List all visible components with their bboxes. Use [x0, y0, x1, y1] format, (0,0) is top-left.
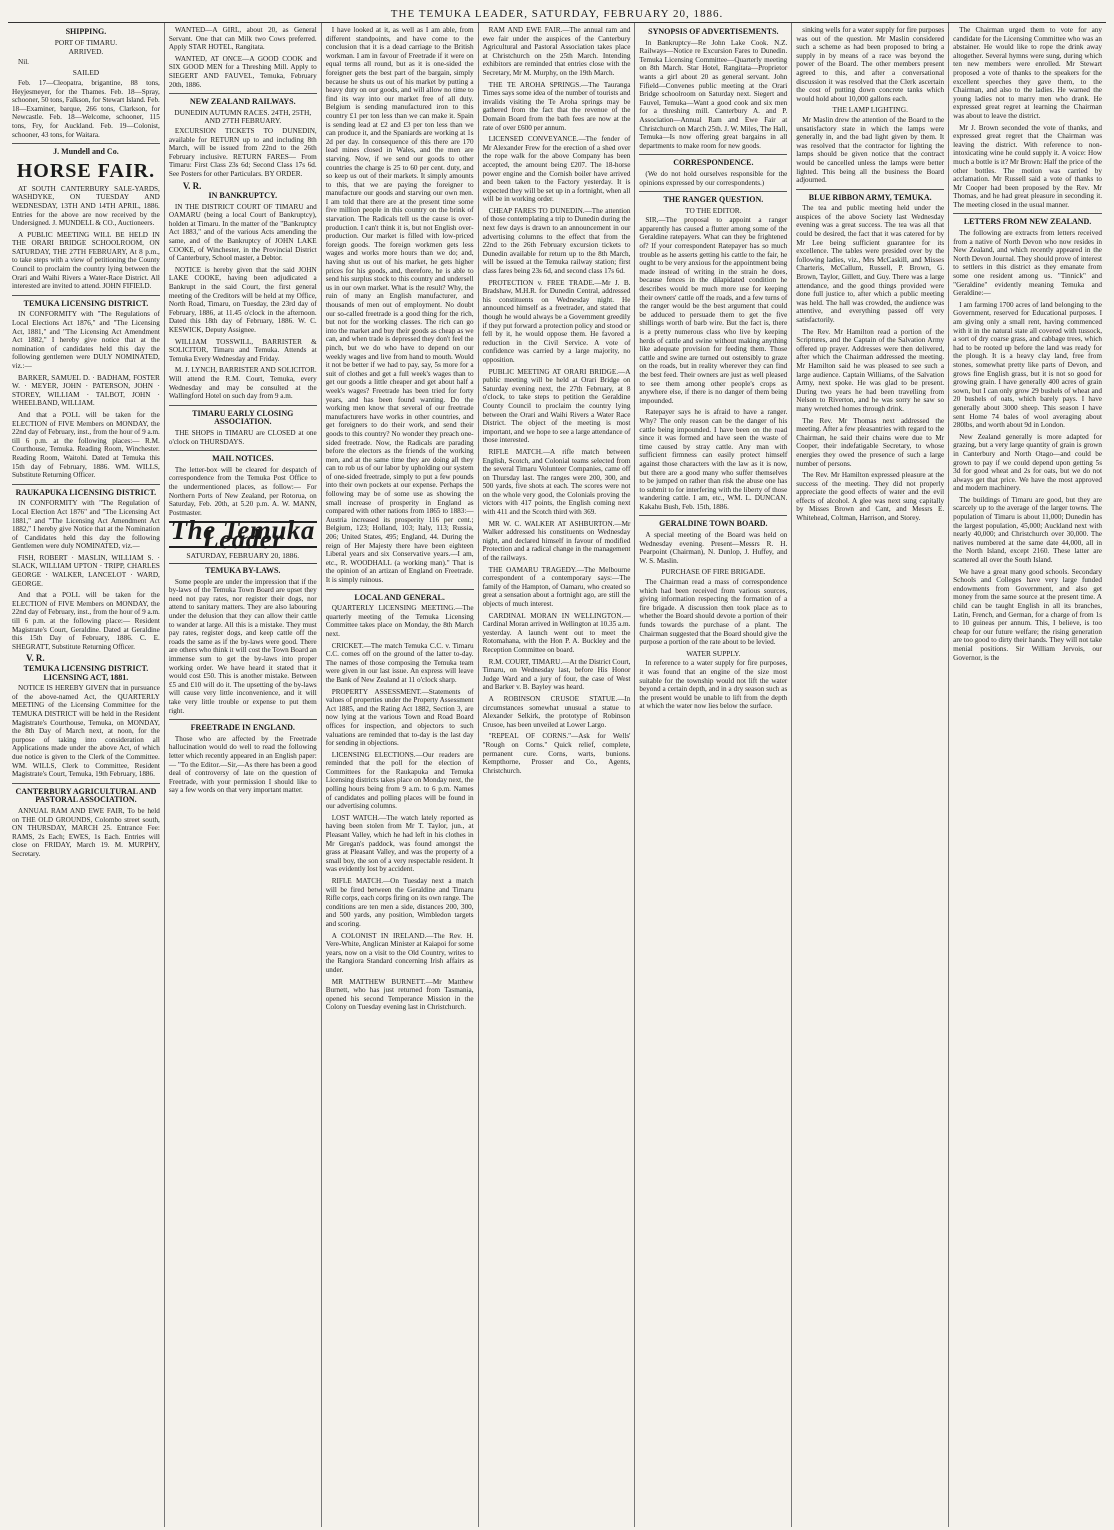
paragraph: CARDINAL MORAN IN WELLINGTON.—Cardinal Moran arrived in Wellington at 10.35 a.m. yesterday. A launch went out to meet the Rotomahana, with the Hon P. A. Buckley and the Reception Committee on board. — [482, 611, 631, 654]
column-3 — [322, 23, 479, 1527]
paragraph: A ROBINSON CRUSOE STATUE.—In circumstances somewhat unusual a statue to Alexander Selkirk, the prototype of Robinson Crusoe, has been unveiled at Lower Largo. — [482, 694, 631, 729]
paragraph: The Chairman read a mass of correspondence which had been received from various sources, giving information respecting the formation of a fire brigade. A discussion then took place as to whether the Board should devote a portion of their funds towards the purchase of a plant. The Chairman suggested that the Board should give the purpose a portion of the rate about to be levied. — [639, 578, 788, 647]
divider — [639, 515, 787, 516]
subheading: PORT OF TIMARU. — [54, 37, 118, 47]
section-heading: CANTERBURY AGRICULTURAL AND PASTORAL ASSOCIATION. — [15, 786, 157, 805]
paragraph: EXCURSION TICKETS TO DUNEDIN, available for RETURN up to and including 8th March, will be issued from 22nd to the 26th February inclusive. RETURN FARES— From Timaru: First Class 23s 6d; Second Class 17s 6d. See Posters for other Particulars. BY ORDER. — [168, 126, 317, 178]
page-header: THE TEMUKA LEADER, SATURDAY, FEBRUARY 20, 1886. — [8, 6, 1106, 23]
column-1 — [8, 23, 165, 1527]
paragraph: CRICKET.—The match Temuka C.C. v. Timaru C.C. comes off on the ground of the latter to-day. The names of those composing the Temuka team were given in our last issue. An express will leave the Bank of New Zealand at 11 o'clock sharp. — [325, 641, 474, 684]
divider — [639, 154, 787, 155]
paragraph: (We do not hold ourselves responsible for the opinions expressed by our correspondents.) — [639, 169, 788, 187]
paragraph: The following are extracts from letters received from a native of North Devon who now resides in New Zealand, and which recently appeared in the North Devon Journal. They should prove of interest to settlers in this district as they emanate from some one resident among us. "Tinnick" and "Geraldine" evidently meaning Temuka and Geraldine:— — [953, 229, 1102, 298]
paragraph: "REPEAL OF CORNS."—Ask for Wells' "Rough on Corns." Quick relief, complete, permanent cure. Corns, warts, bunions. Kempthorne, Prosser and Co., Agents, Christchurch. — [482, 732, 631, 775]
divider — [639, 191, 787, 192]
section-heading: TEMUKA BY-LAWS. — [205, 566, 281, 576]
paragraph: Mr J. Brown seconded the vote of thanks, and expressed great regret that the Chairman was leaving the district. With reference to non-intoxicating wine he could supply it. A voice: How much a bottle is it? Mr Brown: Half the price of the other bottles. The motion was carried by acclamation. Mr Russell said a vote of thanks to Mr Cooper had been proposed by the Rev. Mr Thomas, and he had great pleasure in seconding it. The meeting closed in the usual manner. — [953, 123, 1102, 209]
paragraph: FISH, ROBERT · MASLIN, WILLIAM S. · SLACK, WILLIAM UPTON · TRIPP, CHARLES GEORGE · WALKER, LANCELOT · WARD, GEORGE. — [12, 553, 160, 588]
paragraph: M. J. LYNCH, BARRISTER AND SOLICITOR. Will attend the R.M. Court, Temuka, every Wednesday and may be consulted at the Wallingford Hotel on such day from 9 a.m. — [168, 366, 317, 401]
column-2 — [165, 23, 322, 1527]
paragraph: The Rev. Mr Hamilton read a portion of the Scriptures, and the Captain of the Salvation Army offered up prayer. Addresses were then delivered, after which the Chairman addressed the meeting. Mr Hamilton said he was pleased to see such a large audience. Captain Williams, of the Salvation Army, next spoke. He was glad to be present. During two years he had been travelling from Nelson to Riverton, and he was sorry he saw so many wretched homes through drink. — [796, 327, 945, 413]
paragraph: ANNUAL RAM AND EWE FAIR, To be held on THE OLD GROUNDS, Colombo street south, ON THURSDAY, MARCH 25. Entrance Fee: RAMS, 2s Each; EWES, 1s Each. Entries will close on FRIDAY, March 19. M. MURPHY, Secretary. — [12, 806, 160, 858]
divider — [953, 213, 1102, 214]
section-heading: THE RANGER QUESTION. — [663, 195, 764, 205]
divider — [169, 405, 317, 406]
section-heading: BLUE RIBBON ARMY, TEMUKA. — [808, 192, 932, 202]
paragraph: NOTICE is hereby given that the said JOHN LAKE COOKE, having been adjudicated a Bankrupt in the said Court, the first general meeting of the Creditors will be held at my Office, North Road, Timaru, on Tuesday, the 23rd day of February, 1886, at 11.45 o'clock in the afternoon. Dated this 18th day of February, 1886. W. C. KESWICK, Deputy Assignee. — [168, 265, 317, 334]
paragraph: R.M. COURT, TIMARU.—At the District Court, Timaru, on Wednesday last, before His Honor Judge Ward and a jury of four, the case of West and Barker v. B. Bayley was heard. — [482, 657, 631, 692]
paragraph: AT SOUTH CANTERBURY SALE-YARDS, WASHDYKE, ON TUESDAY AND WEDNESDAY, 13TH AND 14TH APRIL, 1886. Entries for the above are now received by the Undersigned. J. MUNDELL & CO., Auctioneers. — [12, 184, 160, 228]
section-heading: TEMUKA LICENSING DISTRICT. — [23, 298, 149, 308]
paragraph: PROPERTY ASSESSMENT.—Statements of values of properties under the Property Assessment Act 1885, and the Rating Act 1882, Section 3, are now lying at the various Town and Road Board offices for inspection, and objectors to such valuations are reminded that to-day is the last day for sending in objections. — [325, 687, 474, 748]
paragraph: sinking wells for a water supply for fire purposes was out of the question. Mr Maslin considered such a scheme as had been proposed to bring a supply in by means of a race was beyond the power of the Board. The other members present agreed to this, and after a conversational discussion it was resolved that the Clerk ascertain the cost of putting down concrete tanks which would hold about 10,000 gallons each. — [796, 26, 945, 103]
subheading: DUNEDIN AUTUMN RACES. 24TH, 25TH, AND 27TH FEBRUARY. — [174, 107, 312, 126]
subheading: SAILED — [72, 68, 100, 78]
display-heading: HORSE FAIR. — [16, 159, 156, 182]
section-heading: LOCAL AND GENERAL. — [354, 592, 445, 602]
paragraph: The Rev. Mr Thomas next addressed the meeting. After a few pleasantries with regard to the Chairman, he said their chains were due to Mr Cooper, their indefatigable Secretary, to whose energies they owed the presence of such a large number of persons. — [796, 416, 945, 468]
paragraph: The buildings of Timaru are good, but they are scarcely up to the average of the larger towns. The population of Timaru is about 11,000; Dunedin has the largest population, 45,000; Auckland next with nearly 40,000; and Christchurch over 30,000. The natives numbered at the same date 44,000, all in the North Island, except 2160. These latter are scattered all over the South Island. — [953, 495, 1102, 565]
paragraph: In reference to a water supply for fire purposes, it was found that an engine of the size most suitable for the township would not lift the water beyond a certain depth, and in a dry season such as the present would be unable to lift from the depth at which the water now lies below the surface. — [639, 659, 788, 711]
section-heading: TEMUKA LICENSING DISTRICT. LICENSING ACT, 1881. — [23, 664, 149, 682]
paragraph: A COLONIST IN IRELAND.—The Rev. H. Vere-White, Anglican Minister at Kaiapoi for some years, now on a visit to the Old Country, writes to the Rangiora Standard concerning Irish affairs as under. — [325, 931, 474, 974]
paragraph: IN CONFORMITY with "The Regulations of Local Elections Act 1876," and "The Licensing Act, 1881," and "The Licensing Act Amendment Act 1882," I hereby give notice that at the nomination of candidates held this day the following gentlemen were DULY NOMINATED, viz.:— — [12, 310, 160, 370]
section-heading: J. Mundell and Co. — [53, 147, 119, 157]
paragraph: PUBLIC MEETING AT ORARI BRIDGE.—A public meeting will be held at Orari Bridge on Saturday evening next, the 27th February, at 8 o'clock, to take steps to petition the Geraldine County Council to proclaim the country lying between the Orari and Waihi Rivers a Water Race District. The object of the meeting is most important, and we hope to see a large attendance of those interested. — [482, 367, 631, 445]
paragraph: The letter-box will be cleared for despatch of correspondence from the Temuka Post Office to the undermentioned places, as follow:— For Northern Ports of New Zealand, per Rotorua, on Saturday, Feb. 20th, at 5.20 p.m. A. W. MANN, Postmaster. — [168, 465, 317, 517]
paragraph: Feb. 17—Cleopatra, brigantine, 88 tons, Heyjesmeyer, for the Thames. Feb. 18—Spray, schooner, 50 tons, Falkson, for Stewart Island. Feb. 18—Examiner, barque, 266 tons, Clarkson, for Newcastle. Feb. 18—Welcome, schooner, 115 tons, Fry, for Auckland. Feb. 19—Colonist, schooner, 43 tons, for Waitara. — [12, 78, 160, 139]
divider — [169, 450, 317, 451]
column-7 — [949, 23, 1106, 1527]
paragraph: THE OAMARU TRAGEDY.—The Melbourne correspondent of a contemporary says:—The family of the Hampton, of Oamaru, who created so great a sensation about a fortnight ago, are still the objects of much interest. — [482, 565, 631, 608]
paragraph: IN CONFORMITY with "The Regulation of Local Election Act 1876" and "The Licensing Act 1881," and "The Licensing Act Amendment Act 1882," I hereby give Notice that at the Nomination of Candidates held this day the following Gentlemen were duly NOMINATED, viz.— — [12, 499, 160, 551]
paragraph: A PUBLIC MEETING WILL BE HELD IN THE ORARI BRIDGE SCHOOLROOM, ON SATURDAY, THE 27TH FEBRUARY, At 8 p.m., to take steps with a view of petitioning the County Council to proclaim the country lying between the Orari and Waihi Rivers a Water-Race District. All interested are invited to attend. JOHN FIFIELD. — [12, 230, 160, 291]
paragraph: LICENSED CONVEYANCE.—The fender of Mr Alexander Frew for the erection of a shed over the rope walk for the above Company has been accepted, the amount being £207. The 18-horse power engine and the Cornish boiler have arrived and been taken to the Factory yesterday. It is expected they will be set up in a fortnight, when all will be in working order. — [482, 135, 631, 204]
paragraph: And that a POLL will be taken for the ELECTION of FIVE Members on MONDAY, the 22nd day of February, inst., from the hour of 9 a.m. till 6 p.m. at the following places:— R.M. Courthouse, Temuka. Reading Room, Winchester. Reading Room, Waitohi. Dated at Temuka this 15th day of February, 1886. WM. WILLS, Substitute Returning Officer. — [12, 410, 160, 480]
section-heading: IN BANKRUPTCY. — [208, 191, 278, 201]
column-6 — [792, 23, 949, 1527]
paragraph: WANTED—A GIRL, about 20, as General Servant. One that can Milk two Cows preferred. Apply STAR HOTEL, Rangitata. — [168, 26, 317, 52]
paragraph: A special meeting of the Board was held on Wednesday evening. Present—Messrs R. H. Pearpoint (Chairman), N. Dunlop, J. Huffey, and W. S. Maslin. — [639, 531, 788, 565]
paragraph: In Bankruptcy—Re John Lake Cook. N.Z. Railways—Notice re Excursion Fares to Dunedin. Temuka Licensing Committee—Quarterly meeting on 8th March. Star Hotel, Rangitata—Proprietor wants a girl about 20 as general servant. John Fifield—Convenes public meeting at the Orari Bridge schoolroom on Saturday next. Siegert and Fauvel, Temuka—Want a good cook and six men for a threshing mill. Canterbury A. and P. Association—Annual Ram and Ewe Fair at Christchurch on March 25th. J. W. Miles, The Hall, Temuka—Is now offering great bargains in all departments to make room for new goods. — [639, 38, 788, 150]
section-heading: NEW ZEALAND RAILWAYS. — [189, 97, 296, 107]
subheading: ARRIVED. — [68, 47, 104, 57]
paragraph: MR MATTHEW BURNETT.—Mr Matthew Burnett, who has just returned from Tasmania, opened his second Temperance Mission in the Colony on Tuesday evening last in Christchurch. — [325, 977, 474, 1012]
divider — [12, 295, 160, 296]
paragraph: BARKER, SAMUEL D. · BADHAM, FOSTER W. · MEYER, JOHN · PATERSON, JOHN · STOREY, WILLIAM · TALBOT, JOHN · WHEELBAND, WILLIAM. — [12, 373, 160, 408]
divider — [12, 484, 160, 485]
paragraph: I am farming 1700 acres of land belonging to the Government, reserved for Educational purposes. I am giving only a small rent, having commenced with it in the natural state all covered with tussock, a sort of dry coarse grass, and cabbage trees, which had to be rooted up before the land was ready for the plough. It is a heavy clay land, free from stones, somewhat pretty like parts of Devon, and grows fine English grass, but it is not so good for growing grain. I have generally 400 acres of grain sown, but I can only grow 29 bushels of wheat and 20 bushels of oats, which barely pays. I have generally about 3000 sheep. This season I have sent Home 74 bales of wool averaging about 280lbs, and worth about 9d in London. — [953, 300, 1102, 430]
paragraph: Ratepayer says he is afraid to have a ranger. Why? The only reason can be the danger of his cattle being impounded. I have been on the road since it was formed and have seen the waste of time caused by stray cattle. Any man with sufficient firmness can easily protect himself against those characters with the law as it is now, but there are a good many who suffer themselves to be jumped on rather than risk the abuse one has to submit to for interfering with the liberty of those wandering cattle. I am, etc., WM. L. DUNCAN. Kakahu Bush, Feb. 15th, 1886. — [639, 408, 788, 511]
section-heading: LETTERS FROM NEW ZEALAND. — [963, 217, 1092, 227]
paragraph: PROTECTION v. FREE TRADE.—Mr J. B. Bradshaw, M.H.R. for Dunedin Central, addressed his constituents on Wednesday night. He announced himself as a freetrader, and stated that though he would always be a Government greedily if they put forward a protection policy and stood or fell by it, he would oppose them. He favored a reduction in the Civil Service. A vote of confidence was carried by a large majority, no opposition. — [482, 278, 631, 364]
paragraph: I have looked at it, as well as I am able, from different standpoints, and have come to the conclusion that it is a dead carriage to the British workman. I am in favour of Freetrade if it were on equal terms all round, but as it is one-sided the foreigner gets the best part of the bargain, simply because he shuts us out of his market by putting a heavy duty on our goods, and will allow no time to find its way into our market free of all duty. Belgium is sending manufactured iron to this country £1 per ton less than we can make it. Spain is sending lead at £2 and £3 per ton less than we can produce it, and the Spaniards are working at 1s 2d per day. In consequence of this there are 170 lead mines closed in Wales, and the men are starving. Now, if we send our goods to other countries the charge is 25 to 60 per cent. duty, and so keep us out of their markets. It simply amounts to this, that we are paying the foreigner to manufacture our goods and starving our own men. I am told that there are at the present time some five million people in this country on the brink of starvation. The Radicals tell us the cause is over-production. I can't think it is, but not English over-production. Our market is filled with low-priced foreign goods. The foreign workmen gets less wages and works more hours than we do; and, having shut us out of his market, he gets higher prices for his goods, and, therefore, he is able to send his surplus stock to this country and undersell us in our own market. What is the result? Why, the ruin of many an English manufacturer, and thousands of men out of employment. No doubt our so-called freetrade is a good thing for the rich, but not for the working classes. The rich can go into the market and buy their goods as cheap as we can, and when trade is depressed they don't feel the pinch, but we do who have to depend on our weekly wages and live from hand to mouth. Would it not be better if we had to pay, say, 5s more for a suit of clothes and get a full week's wages than to get our goods a little cheaper and get about half a week's wages? Freetrade has been tried for forty years, and has been found wanting. Do the working men know that several of our freetrade manufacturers have works in other countries, and get foreigners to do their work, and send their goods to this country? No wonder they preach one-sided freetrade. Now, the Radicals are parading before the electors as the friends of the working men, and at the same time they are doing all they can to rob us of our labor by upholding our system of one-sided freetrade, simply to put a few pounds into their own pockets at our expense. Perhaps the following may be of some use as showing the small increase of prosperity in England as compared with other nations from 1865 to 1883:—Austria increased its prosperity 116 per cent.; Belgium, 123; Holland, 103; Italy, 113; Russia, 206; United States, 495; England, 44. During the reign of Her Majesty there have been eighteen Liberal years and six Conservative years.—I am, etc., R. WOODHALL (a working man)." That is the opinion of an artizan of England on Freetrade. It is simply ruinous. — [325, 26, 474, 584]
section-heading: SHIPPING. — [65, 27, 107, 36]
paragraph: QUARTERLY LICENSING MEETING.—The quarterly meeting of the Temuka Licensing Committee takes place on Monday, the 8th March next. — [325, 604, 474, 638]
paragraph: LICENSING ELECTIONS.—Our readers are reminded that the poll for the election of Committees for the Raukapuka and Temuka Licensing districts takes place on Monday next, the polling hours being from 9 a.m. to 6 p.m. Names of candidates and polling places will be found in our advertising columns. — [325, 750, 474, 811]
paragraph: NOTICE IS HEREBY GIVEN that in pursuance of the above-named Act, the QUARTERLY MEETING of the Licensing Committee for the TEMUKA DISTRICT will be held in the Resident Magistrate's Courthouse, Temuka, on MONDAY, the 8th Day of March next, at noon, for the purpose of taking into consideration all Applications made under the above Act, of which due notice is given to the Clerk of the Committee. WM. WILLS, Clerk to Committee, Resident Magistrate's Court, Temuka, 19th February, 1886. — [12, 684, 160, 779]
section-heading: GERALDINE TOWN BOARD. — [659, 519, 768, 529]
paragraph: Those who are affected by the Freetrade hallucination would do well to read the following letter which recently appeared in an English paper:— "To the Editor.—Sir,—As there has been a good deal of controversy of late on the question of Freetrade, with your permission I should like to say a few words on that very important matter. — [168, 734, 317, 795]
section-heading: FREETRADE IN ENGLAND. — [190, 723, 295, 733]
paragraph: RAM AND EWE FAIR.—The annual ram and ewe fair under the auspices of the Canterbury Agricultural and Pastoral Association takes place at Christchurch on the 25th March. Intending exhibitors are reminded that entries close with the Secretary, Mr M. Murphy, on the 19th March. — [482, 26, 631, 77]
divider — [169, 719, 317, 720]
paragraph: CHEAP FARES TO DUNEDIN.—The attention of those contemplating a trip to Dunedin during the next few days is drawn to an announcement in our advertising columns to the effect that from the 22nd to the 26th February excursion tickets to Dunedin available for return up to the 8th March, will be issued at the Temuka railway station; first class fares being 23s 6d, and second class 17s 6d. — [482, 206, 631, 276]
paragraph: RIFLE MATCH.—A rifle match between English, Scotch, and Colonial teams selected from the several Timaru Volunteer Companies, came off on Thursday last. The ranges were 200, 300, and 500 yards, five shots at each. The scores were not on the whole very good, the Colonials proving the victors with 417 points, the English coming next with 411 and the Scotch third with 369. — [482, 447, 631, 517]
subheading: WATER SUPPLY. — [686, 648, 741, 658]
column-5 — [635, 23, 792, 1527]
section-heading: RAUKAPUKA LICENSING DISTRICT. — [15, 487, 157, 497]
column-4 — [479, 23, 636, 1527]
paragraph: IN THE DISTRICT COURT OF TIMARU and OAMARU (being a local Court of Bankruptcy), holden at Timaru. In the matter of the "Bankruptcy Act 1883," and of the various Acts amending the same, and of the Bankruptcy of JOHN LAKE COOKE, of Winchester, in the Provincial District of Canterbury, School master, a Debtor. — [168, 202, 317, 263]
royal-crest: V. R. — [182, 180, 202, 191]
columns — [8, 23, 1106, 1527]
section-heading: CORRESPONDENCE. — [673, 158, 754, 168]
paragraph: LOST WATCH.—The watch lately reported as having been stolen from Mr T. Taylor, jun., at Pleasant Valley, which he had left in his clothes in Mr Gregan's paddock, was found amongst the grass at Pleasant Valley, and was the property of a small boy, the son of a very respectable resident. It was evidently lost by accident. — [325, 813, 474, 874]
divider — [12, 143, 160, 144]
paragraph: MR W. C. WALKER AT ASHBURTON.—Mr Walker addressed his constituents on Wednesday night, and declared himself in favour of modified Protection and a radical change in the management of the railways. — [482, 519, 631, 563]
section-heading: SYNOPSIS OF ADVERTISEMENTS. — [648, 27, 779, 36]
paragraph: SIR,—The proposal to appoint a ranger apparently has caused a flutter among some of the Geraldine ratepayers. What can they be frightened of? If your correspondent Ratepayer has so much trouble as he asserts getting his cattle to the fair, he ought to be very anxious for the appointment being made instead of writing in the strain he does, because fences in the dilapidated condition he describes would be much more use for keeping their owners' cattle off the roads, and a few turns of the ranger would be the best argument that could be adduced to persuade them to get the five shillings worth of barb wire. But the fact is, there is a pretty numerous class who live by keeping herds of cattle and swine without making anything like adequate provision for feeding them. Those cattle and swine are turned out ostensibly to graze on the roads, but in reality wherever they can find the best feed. Their owners are just as well pleased to see them among other people's crops as anywhere else, if there is no danger of them being impounded. — [639, 216, 788, 405]
paragraph: WILLIAM TOSSWILL, BARRISTER & SOLICITOR, Timaru and Temuka. Attends at Temuka Every Wednesday and Friday. — [168, 337, 317, 363]
paragraph: The Rev. Mr Hamilton expressed pleasure at the success of the meeting. They did not properly appreciate the good effects of water and the evil effects of alcohol. A glee was next sung capitally by Misses Brown and Cant, and Messrs E. Whitehead, Coltman, Harrison, and Storey. — [796, 471, 945, 523]
paragraph: We have a great many good schools. Secondary Schools and Colleges have very large funded endowments from Government, and also get money from the same source at the present time. A child can be taught English in all its branches, Latin, French, and German, for a charge of from 1s to 10 guineas per annum. This, I believe, is too cheap for our future welfare; the rising generation are too good to dirty their hands. They will not take menial positions. Sir William Jervois, our Governor, is the — [953, 567, 1102, 662]
paragraph: New Zealand generally is more adapted for grazing, but a very large quantity of grain is grown in Canterbury and North Otago—and could be grown to pay if we could depend upon getting 5s 3d for good wheat and 2s for oats, but we do not always get that price. We have the most approved and modern machinery. — [953, 432, 1102, 493]
paragraph: Some people are under the impression that if the by-laws of the Temuka Town Board are upset they need not pay rates, nor register their dogs, nor attend to sanitary matters. They are also labouring under the delusion that they can allow their cattle to wander at large. All this is a mistake. They must pay rates, register dogs, and keep cattle off the roads the same as if the by-laws were good. There are others who think it will cost the Town Board an immense sum to get the by-laws into proper working order. We have heard it stated that it would cost £50. This is another mistake. Between £5 and £10 will do it. The upsetting of the by-laws will cause very little inconvenience, and it will take very little trouble or expense to put them right. — [168, 577, 317, 715]
dateline: SATURDAY, FEBRUARY 20, 1886. — [169, 552, 317, 564]
subheading: THE LAMP LIGHTING. — [832, 105, 908, 115]
divider — [169, 93, 317, 94]
subheading: PURCHASE OF FIRE BRIGADE. — [661, 567, 766, 577]
subheading: TO THE EDITOR. — [685, 205, 742, 215]
paragraph: RIFLE MATCH.—On Tuesday next a match will be fired between the Geraldine and Timaru Rifle corps, each corps firing on its own range. The conditions are ten men a side, distances 200, 300, and 500 yards, any position, Wimbledon targets and scoring. — [325, 877, 474, 928]
paragraph: WANTED, AT ONCE—A GOOD COOK and SIX GOOD MEN for a Threshing Mill. Apply to SIEGERT AND FAUVEL, Temuka, February 20th, 1886. — [168, 54, 317, 89]
masthead: The Temuka Leader — [170, 515, 315, 554]
divider — [12, 783, 160, 784]
divider — [326, 589, 474, 590]
paragraph: The tea and public meeting held under the auspices of the above Society last Wednesday evening was a great success. The tea was all that could be desired, the fact that it was catered for by Mr Lee being sufficient guarantee for its excellence. The tables were presided over by the following ladies, viz., Mrs McCaskill, and Misses Charteris, McCallum, Russell, P. Brown, G. Brown, Taylor, Gillett, and Guy. There was a large attendance, and the good things provided were done full justice to, after which a public meeting was held. The hall was crowded, the audience was attentive, and everything passed off very satisfactorily. — [796, 204, 945, 324]
paragraph: Mr Maslin drew the attention of the Board to the unsatisfactory state in which the lamps were generally in, and the bad light given by them. It was resolved that the contractor for lighting the lamps should be given notice that the contract would be cancelled unless the lamps were better lighted. This being all the business the Board adjourned. — [796, 115, 945, 185]
section-heading: TIMARU EARLY CLOSING ASSOCIATION. — [192, 408, 294, 427]
paragraph: THE SHOPS in TIMARU are CLOSED at one o'clock on THURSDAYS. — [168, 428, 317, 446]
royal-crest: V. R. — [26, 653, 45, 664]
section-heading: MAIL NOTICES. — [212, 454, 274, 464]
divider — [796, 189, 944, 190]
paragraph: And that a POLL will be taken for the ELECTION of FIVE Members on MONDAY, the 22nd day of February, inst., from the hour of 9 a.m. till 6 p.m. at the following place:— Resident Magistrate's Court, Geraldine. Dated at Geraldine this 15th Day of February, 1886. C. E. SHEGRATT, Substitute Returning Officer. — [12, 591, 160, 651]
paragraph: THE TE AROHA SPRINGS.—The Tauranga Times says some idea of the number of tourists and invalids visiting the Te Aroha springs may be gathered from the fact that the revenue of the Domain Board from the bath fees are now at the rate of over £600 per annum. — [482, 80, 631, 132]
paragraph: Nil. — [18, 57, 29, 66]
paragraph: The Chairman urged them to vote for any candidate for the Licensing Committee who was an abstainer. He would like to rope the drink away altogether. Several hymns were sung, during which ten new members were enrolled. Mr Stewart proposed a vote of thanks to the speakers for the excellent speeches they gave them, to the Chairman, and also to the ladies. He warned the young ladies not to marry men who drank. He expressed great regret at learning the Chairman was about to leave the district. — [953, 26, 1102, 120]
